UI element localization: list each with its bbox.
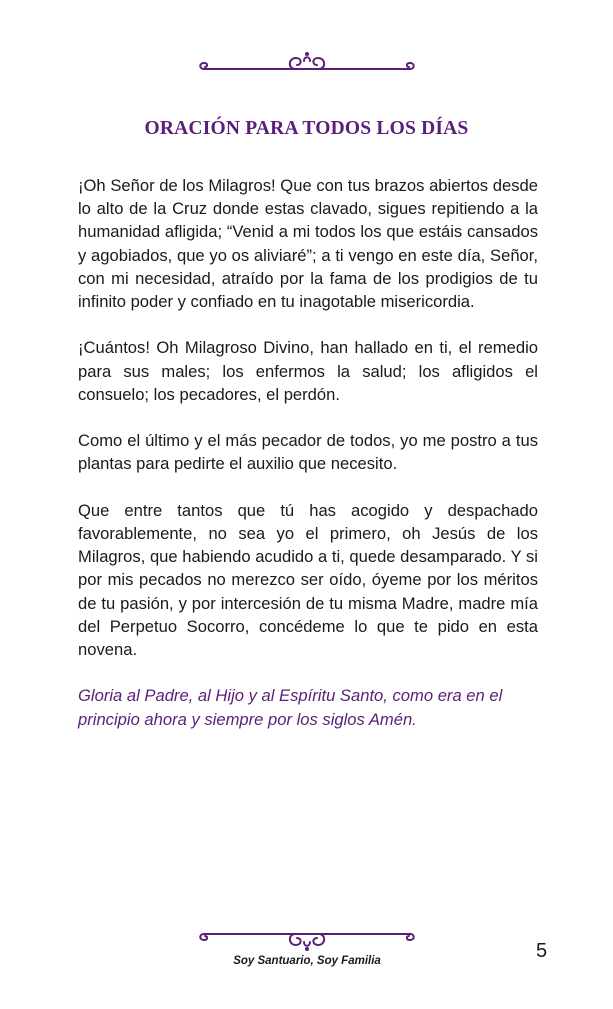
prayer-paragraph: Como el último y el más pecador de todos, yo me postro a tus plantas para pedirte el auxilio que necesito. — [78, 431, 538, 474]
prayer-paragraph: ¡Cuántos! Oh Milagroso Divino, han hallado en ti, el remedio para sus males; los enfermos la salud; los afligidos el consuelo; los pecadores, el perdón. — [78, 338, 538, 404]
page-number: 5 — [536, 940, 548, 962]
footer-tagline: Soy Santuario, Soy Familia — [233, 955, 381, 967]
prayer-body — [78, 174, 538, 754]
page-title: ORACIÓN PARA TODOS LOS DÍAS — [144, 118, 469, 139]
closing-doxology: Gloria al Padre, al Hijo y al Espíritu Santo, como era en el principio ahora y siempre por los siglos Amén. — [78, 686, 503, 729]
bottom-flourish-icon — [196, 926, 418, 954]
top-flourish-icon — [196, 48, 418, 76]
prayer-paragraph: ¡Oh Señor de los Milagros! Que con tus brazos abiertos desde lo alto de la Cruz donde estas clavado, sigues repitiendo a la humanidad afligida; “Venid a mi todos los que estáis cansados y agobiados, que yo os aliviaré”; a ti vengo en este día, Señor, con mi necesidad, atraído por la fama de los prodigios de tu infinito poder y confiado en tu inagotable misericordia. — [78, 176, 538, 312]
prayer-paragraph: Que entre tantos que tú has acogido y despachado favorablemente, no sea yo el primero, oh Jesús de los Milagros, que habiendo acudido a ti, quede desamparado. Y si por mis pecados no merezco ser oído, óyeme por los méritos de tu pasión, y por intercesión de tu misma Madre, madre mía del Perpetuo Socorro, concédeme lo que te pido en esta novena. — [78, 500, 538, 660]
